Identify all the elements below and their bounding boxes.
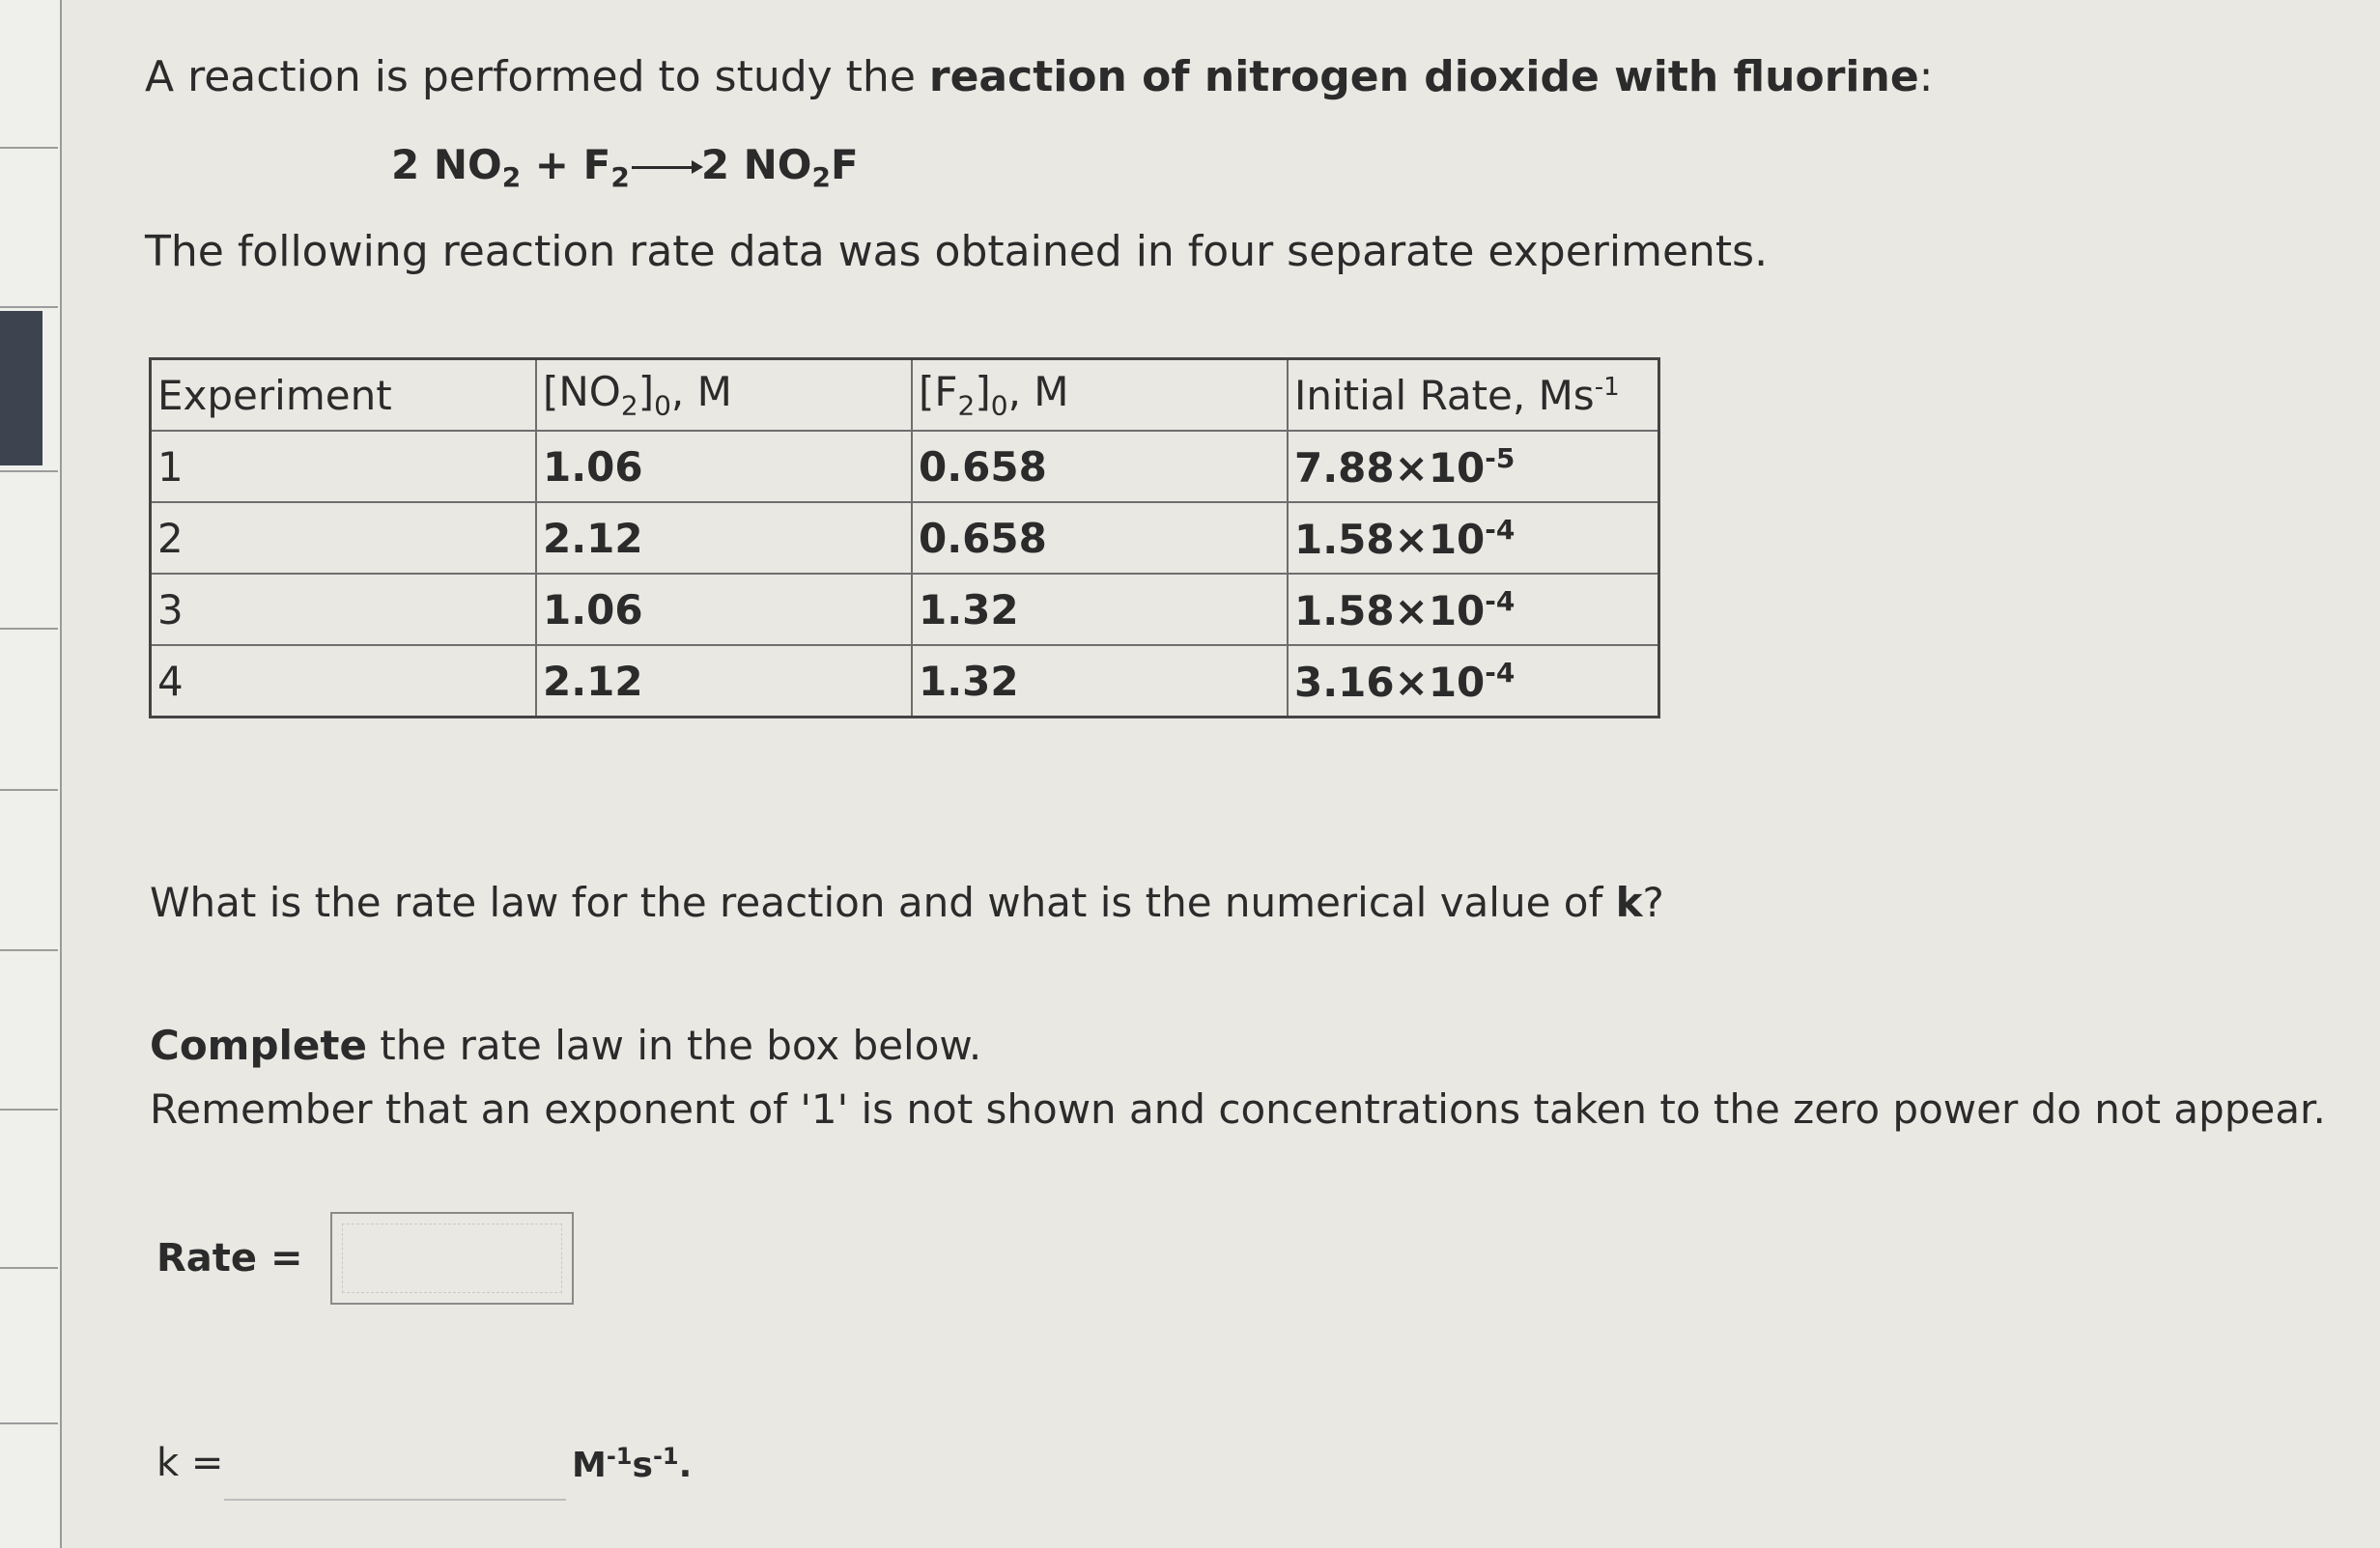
divider <box>0 1267 58 1269</box>
cell-rate <box>1288 502 1659 574</box>
header-experiment: Experiment <box>151 359 537 432</box>
cell-experiment: 4 <box>151 645 537 718</box>
header-f2-open: [F <box>919 368 958 416</box>
header-f2 <box>912 359 1288 432</box>
header-f2-close: ] <box>975 368 991 416</box>
divider <box>0 949 58 951</box>
cell-experiment: 1 <box>151 431 537 502</box>
cell-f2: 1.32 <box>912 574 1288 645</box>
question-bold: k <box>1615 879 1643 926</box>
cell-f2: 1.32 <box>912 645 1288 718</box>
rate-base: 7.88×10 <box>1294 443 1486 492</box>
cell-no2: 1.06 <box>536 574 912 645</box>
unit-tail: . <box>678 1446 693 1485</box>
rate-data-table <box>149 357 1660 718</box>
left-panel-strip <box>0 0 62 1548</box>
cell-rate <box>1288 574 1659 645</box>
cell-rate <box>1288 645 1659 718</box>
eq-product: 2 NO <box>700 141 812 188</box>
header-initial-rate <box>1288 359 1659 432</box>
question-prefix: What is the rate law for the reaction and what is the numerical value of <box>150 879 1616 926</box>
header-no2-close: ] <box>638 368 655 416</box>
divider <box>0 470 58 472</box>
eq-product-tail: F <box>831 141 859 188</box>
k-value-input[interactable] <box>224 1429 566 1501</box>
rate-base: 1.58×10 <box>1294 515 1486 563</box>
k-value-row <box>156 1429 692 1501</box>
intro-prefix: A reaction is performed to study the <box>145 52 929 101</box>
instruction-bold: Complete <box>150 1022 367 1069</box>
header-rate-label: Initial Rate, Ms <box>1294 371 1595 419</box>
cell-no2: 2.12 <box>536 645 912 718</box>
instruction-line-2: Remember that an exponent of '1' is not shown and concentrations taken to the zero power do not appear. <box>150 1085 2326 1133</box>
header-sub: 0 <box>990 389 1008 422</box>
k-units <box>566 1443 692 1501</box>
header-sub: 0 <box>654 389 671 422</box>
header-no2-open: [NO <box>543 368 621 416</box>
table-row <box>151 645 1659 718</box>
question-suffix: ? <box>1642 879 1664 926</box>
question-text <box>150 879 1664 926</box>
divider <box>0 1422 58 1424</box>
reaction-arrow-icon <box>632 166 699 169</box>
table-header-row <box>151 359 1659 432</box>
unit-m: M <box>572 1446 607 1485</box>
instruction-rest: the rate law in the box below. <box>366 1022 982 1069</box>
cell-no2: 2.12 <box>536 502 912 574</box>
rate-base: 1.58×10 <box>1294 586 1486 634</box>
instructions <box>150 1014 2326 1141</box>
rate-exp: -4 <box>1485 513 1516 546</box>
divider <box>0 1109 58 1111</box>
cell-f2: 0.658 <box>912 502 1288 574</box>
intro-bold: reaction of nitrogen dioxide with fluorine <box>928 52 1919 101</box>
rate-label: Rate = <box>156 1236 303 1281</box>
cell-f2: 0.658 <box>912 431 1288 502</box>
cell-no2: 1.06 <box>536 431 912 502</box>
cell-experiment: 2 <box>151 502 537 574</box>
divider <box>0 306 58 308</box>
table-row <box>151 502 1659 574</box>
header-sup: -1 <box>1594 372 1620 402</box>
unit-s-exp: -1 <box>652 1443 679 1470</box>
header-unit: , M <box>670 368 732 416</box>
data-description: The following reaction rate data was obtained in four separate experiments. <box>145 227 1769 276</box>
cell-rate <box>1288 431 1659 502</box>
k-label: k = <box>156 1441 224 1485</box>
reaction-equation <box>391 141 859 193</box>
nav-selected-block[interactable] <box>0 311 42 465</box>
unit-s: s <box>632 1446 653 1485</box>
divider <box>0 147 58 149</box>
table-row <box>151 574 1659 645</box>
eq-sub: 2 <box>501 161 522 193</box>
header-no2 <box>536 359 912 432</box>
divider <box>0 789 58 791</box>
rate-law-input-box[interactable] <box>330 1212 574 1305</box>
cell-experiment: 3 <box>151 574 537 645</box>
rate-law-row <box>156 1212 574 1305</box>
rate-base: 3.16×10 <box>1294 658 1486 706</box>
unit-m-exp: -1 <box>606 1443 633 1470</box>
divider <box>0 628 58 630</box>
intro-suffix: : <box>1918 52 1934 101</box>
header-sub: 2 <box>620 389 638 422</box>
eq-sub: 2 <box>610 161 630 193</box>
eq-reactant1: 2 NO <box>391 141 502 188</box>
table-row <box>151 431 1659 502</box>
instruction-line-1 <box>150 1014 2326 1078</box>
rate-law-editor-area[interactable] <box>342 1224 562 1293</box>
rate-exp: -5 <box>1485 441 1516 474</box>
eq-sub: 2 <box>811 161 831 193</box>
rate-exp: -4 <box>1485 656 1516 689</box>
eq-reactant2: + F <box>521 141 611 188</box>
rate-exp: -4 <box>1485 584 1516 617</box>
intro-text <box>145 48 2222 106</box>
header-unit: , M <box>1007 368 1069 416</box>
header-sub: 2 <box>957 389 976 422</box>
